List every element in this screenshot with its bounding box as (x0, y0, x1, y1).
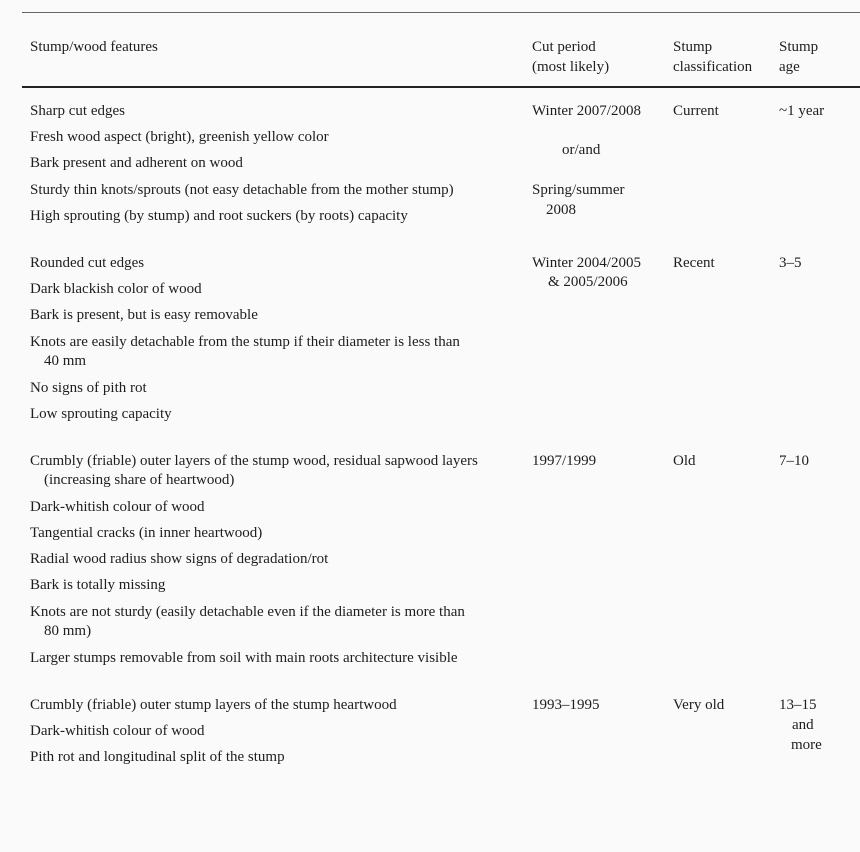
feature-line: Bark is totally missing (30, 577, 166, 593)
feature-line: Larger stumps removable from soil with main roots architecture visible (30, 650, 458, 666)
stump-age: and (792, 717, 814, 733)
feature-line: Rounded cut edges (30, 255, 145, 271)
feature-line: Knots are not sturdy (easily detachable even if the diameter is more than (30, 604, 465, 620)
header-age-sub: age (779, 59, 800, 75)
feature-line: Bark is present, but is easy removable (30, 307, 258, 323)
cut-period: Winter 2004/2005 (532, 255, 641, 271)
table-top-rule (22, 12, 860, 13)
feature-line: (increasing share of heartwood) (44, 472, 235, 488)
header-classification: Stump (673, 39, 713, 55)
cut-period: Winter 2007/2008 (532, 103, 641, 119)
feature-line: Crumbly (friable) outer layers of the stump wood, residual sapwood layers (30, 453, 478, 469)
feature-line: Knots are easily detachable from the stump if their diameter is less than (30, 334, 460, 350)
header-rule (22, 86, 860, 88)
stump-age: 3–5 (779, 255, 802, 271)
stump-age: 7–10 (779, 453, 809, 469)
cut-period: or/and (562, 142, 601, 158)
header-age: Stump (779, 39, 819, 55)
header-features: Stump/wood features (30, 39, 158, 55)
header-cut-period: Cut period (532, 39, 596, 55)
feature-line: Tangential cracks (in inner heartwood) (30, 525, 263, 541)
stump-age: more (791, 737, 822, 753)
stump-age: ~1 year (779, 103, 825, 119)
feature-line: Sturdy thin knots/sprouts (not easy detachable from the mother stump) (30, 182, 454, 198)
feature-line: 80 mm) (44, 623, 92, 639)
header-cut-period-sub: (most likely) (532, 59, 610, 75)
feature-line: No signs of pith rot (30, 380, 147, 396)
feature-line: High sprouting (by stump) and root suckers (by roots) capacity (30, 208, 408, 224)
feature-line: Fresh wood aspect (bright), greenish yellow color (30, 129, 329, 145)
cut-period: & 2005/2006 (548, 274, 628, 290)
feature-line: Sharp cut edges (30, 103, 125, 119)
feature-line: 40 mm (44, 353, 87, 369)
feature-line: Bark present and adherent on wood (30, 155, 243, 171)
stump-classification: Very old (673, 697, 725, 713)
stump-classification: Old (673, 453, 696, 469)
feature-line: Dark-whitish colour of wood (30, 723, 205, 739)
feature-line: Low sprouting capacity (30, 406, 172, 422)
feature-line: Radial wood radius show signs of degradation/rot (30, 551, 329, 567)
feature-line: Crumbly (friable) outer stump layers of the stump heartwood (30, 697, 397, 713)
cut-period: 2008 (546, 202, 576, 218)
feature-line: Dark-whitish colour of wood (30, 499, 205, 515)
header-classification-sub: classification (673, 59, 753, 75)
cut-period: Spring/summer (532, 182, 625, 198)
stump-classification: Recent (673, 255, 715, 271)
feature-line: Pith rot and longitudinal split of the stump (30, 749, 285, 765)
stump-classification: Current (673, 103, 719, 119)
stump-age: 13–15 (779, 697, 817, 713)
cut-period: 1993–1995 (532, 697, 600, 713)
cut-period: 1997/1999 (532, 453, 597, 469)
feature-line: Dark blackish color of wood (30, 281, 202, 297)
